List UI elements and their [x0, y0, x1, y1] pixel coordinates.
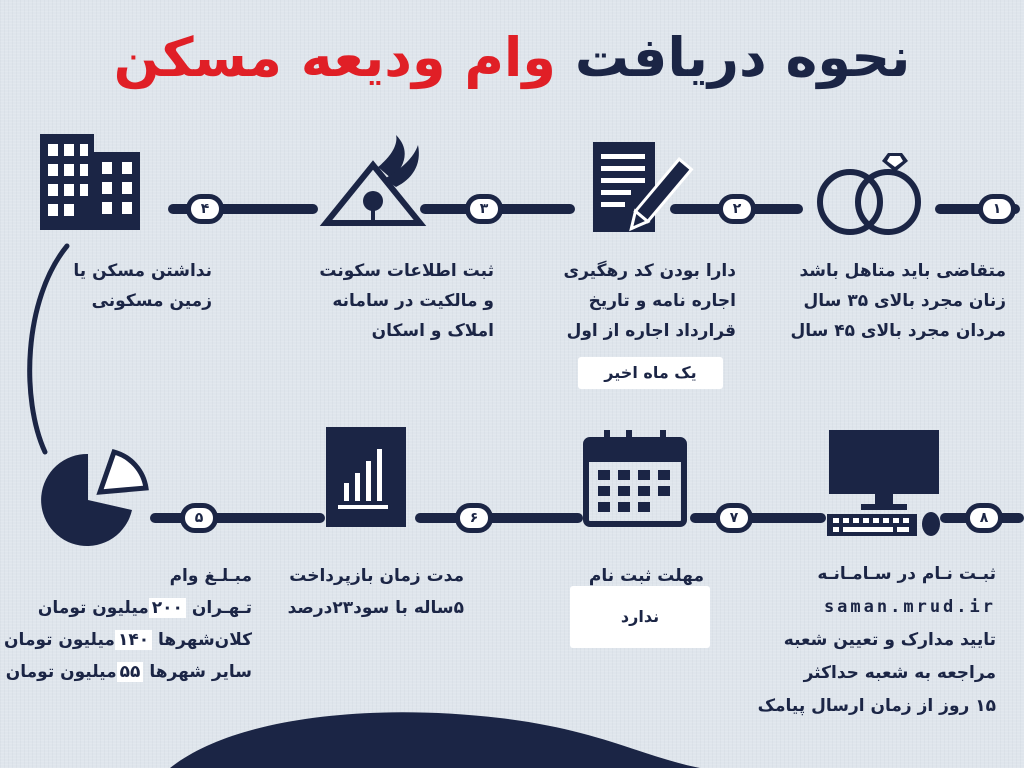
step-6-line: مدت زمان بازپرداخت: [289, 566, 464, 586]
step-number-6: ۶: [455, 503, 493, 533]
loan-unit: میلیون تومان: [37, 598, 149, 618]
loan-unit: میلیون تومان: [5, 662, 117, 682]
step-1-text: [790, 256, 1006, 346]
step-8-line: مراجعه به شعبه حداکثر: [803, 663, 996, 683]
step-2-line: قرارداد اجاره از اول: [566, 321, 736, 341]
building-icon: [38, 132, 143, 232]
step-3-line: ثبت اطلاعات سکونت: [319, 261, 494, 281]
step-4-text: [73, 256, 212, 316]
step-6-line: ۵ساله با سود۲۳درصد: [287, 598, 464, 618]
step-1-line: زنان مجرد بالای ۳۵ سال: [803, 291, 1006, 311]
step-2-note-box: یک ماه اخیر: [578, 357, 723, 389]
loan-city: کلان‌شهرها: [158, 630, 252, 650]
step-4-line: نداشتن مسکن یا: [73, 261, 212, 281]
loan-amount-heading: مبـلـغ وام: [169, 566, 252, 586]
bar-chart-document-icon: [322, 425, 412, 530]
loan-city: سایر شهرها: [149, 662, 252, 682]
step-number-5: ۵: [180, 503, 218, 533]
step-2-line: اجاره نامه و تاریخ: [588, 291, 736, 311]
connector-line: [150, 513, 325, 523]
step-8-line: ۱۵ روز از زمان ارسال پیامک: [757, 696, 996, 716]
step-number-8: ۸: [965, 503, 1003, 533]
step-7-line: مهلت ثبت نام: [588, 566, 704, 586]
website-url: saman.mrud.ir: [823, 597, 996, 617]
loan-amount: ۱۴۰: [115, 630, 152, 650]
loan-amount-row: [4, 592, 252, 624]
loan-amount: ۵۵: [117, 662, 144, 682]
step-6-text: [288, 560, 464, 624]
connector-line: [690, 513, 826, 523]
loan-amount: ۲۰۰: [149, 598, 186, 618]
step-8-line: ثبـت نـام در سـامـانـه: [817, 564, 996, 584]
land-registry-logo-icon: [318, 135, 428, 230]
step-number-2: ۲: [718, 194, 756, 224]
loan-amount-row: [4, 624, 252, 656]
step-number-1: ۱: [978, 194, 1016, 224]
connector-line: [415, 513, 583, 523]
step-2-text: [564, 256, 736, 346]
step-3-line: و مالکیت در سامانه: [332, 291, 494, 311]
page-title: [0, 18, 1024, 98]
step-2-line: دارا بودن کد رهگیری: [563, 261, 736, 281]
step-8-line: تایید مدارک و تعیین شعبه: [783, 630, 996, 650]
step-1-line: مردان مجرد بالای ۴۵ سال: [790, 321, 1006, 341]
step-4-line: زمین مسکونی: [91, 291, 212, 311]
step-number-3: ۳: [465, 194, 503, 224]
loan-unit: میلیون تومان: [4, 630, 115, 650]
loan-city: تـهـران: [191, 598, 252, 618]
step-1-line: متقاضی باید متاهل باشد: [799, 261, 1006, 281]
step-3-text: [319, 256, 494, 346]
contract-pen-icon: [585, 140, 695, 240]
pie-chart-icon: [38, 448, 153, 548]
calendar-icon: [580, 428, 690, 528]
step-3-line: املاک و اسکان: [371, 321, 494, 341]
step-number-7: ۷: [715, 503, 753, 533]
computer-icon: [825, 428, 945, 540]
title-part-2: وام ودیعه مسکن: [113, 26, 556, 89]
bottom-wave-decoration: [0, 660, 1024, 768]
step-number-4: ۴: [186, 194, 224, 224]
title-part-1: نحوه دریافت: [574, 26, 911, 89]
step-7-note-box: ندارد: [570, 586, 710, 648]
rings-icon: [810, 145, 930, 240]
